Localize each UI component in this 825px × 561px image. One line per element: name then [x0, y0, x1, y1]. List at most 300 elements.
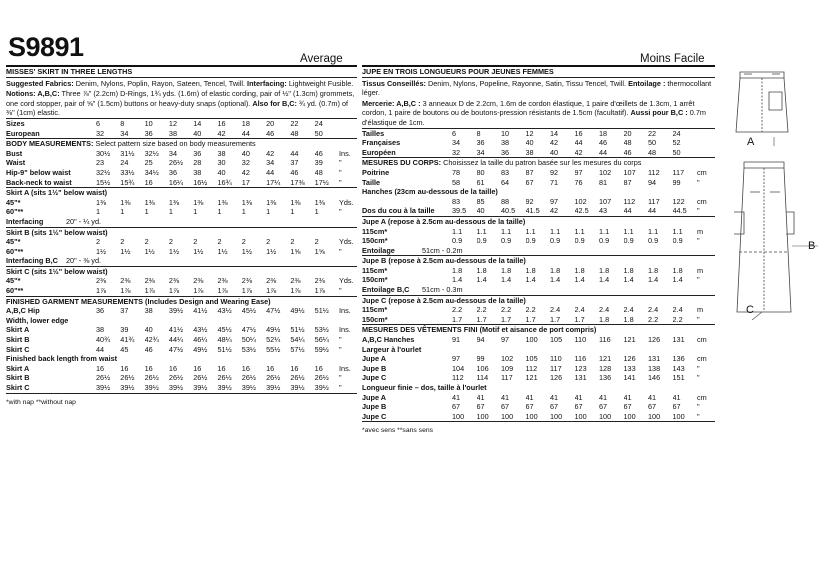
cell-value: 1½ [168, 246, 180, 256]
cell-unit: " [697, 177, 700, 187]
cell-value: 44 [266, 167, 275, 177]
cell-value: 39 [120, 325, 129, 335]
table-row [6, 168, 357, 178]
cell-value: 10 [144, 118, 153, 128]
cell-value: 107 [623, 167, 636, 177]
cell-value: 136 [599, 373, 612, 383]
cell-value: 53½ [314, 325, 329, 335]
cell-unit: " [697, 314, 700, 324]
cell-value: 1⅞ [314, 286, 325, 296]
label-c: C [746, 304, 754, 316]
cell-value: 1⅜ [217, 197, 228, 207]
cell-value: 1.1 [525, 226, 536, 236]
cell-value: 41 [501, 392, 510, 402]
back-table-fr [362, 393, 715, 422]
body-title-en: BODY MEASUREMENTS: Select pattern size based on body measurements [6, 139, 256, 149]
cell-unit: " [339, 158, 342, 168]
cell-value: 2⅜ [168, 276, 180, 286]
cell-value: 116 [574, 354, 587, 364]
cell-value: 1⅜ [290, 197, 301, 207]
cell-unit: cm [697, 335, 707, 345]
cell-unit: m [697, 226, 704, 236]
skirt-a-table-en [6, 198, 357, 217]
cell-value: 39½ [168, 383, 184, 392]
cell-value: 48 [623, 138, 632, 148]
row-label: Européen [362, 147, 396, 157]
cell-unit [697, 129, 715, 139]
row-label: Jupe C [362, 373, 387, 383]
cell-value: 40 [476, 206, 485, 216]
cell-value: 1 [144, 207, 149, 217]
cell-value: 16 [120, 363, 129, 373]
cell-value: 67 [623, 402, 632, 412]
cell-value: 38 [525, 147, 534, 157]
cell-value: 102 [501, 354, 514, 364]
cell-value: 16 [193, 363, 202, 373]
cell-value: 109 [501, 363, 514, 373]
table-row [362, 354, 715, 364]
cell-value: 42 [574, 147, 583, 157]
cell-value: 40 [217, 167, 226, 177]
cell-value: 34 [266, 158, 275, 168]
cell-value: 1⅜ [144, 197, 155, 207]
notions-en: Notions: A,B,C: Three ⅞" (2.2cm) D-Rings, 1¾ yds. (1.6m) of elastic cording, pair of ½" (1.3cm) grommets, one cord stopper, pair of ⅝" (1.5cm) buttons or heavy-duty snaps (optional). Also for B,C: ¾ yd. (0.7m) of ⅜" (1cm) elastic. [6, 89, 355, 118]
cell-value: 112 [623, 196, 636, 206]
cell-value: 121 [623, 335, 636, 345]
cell-value: 92 [550, 167, 559, 177]
cell-value: 126 [648, 335, 661, 345]
cell-value: 36 [144, 128, 153, 138]
cell-value: 54¼ [290, 335, 305, 345]
skirt-c-table-en [6, 276, 357, 295]
row-label: Jupe B [362, 402, 387, 412]
cell-value: 34 [452, 138, 461, 148]
interfacing-a-en [6, 217, 357, 227]
cell-value: 91 [452, 335, 461, 345]
cell-value: 1⅞ [290, 286, 301, 296]
cell-value: 22 [290, 118, 299, 128]
table-row [6, 119, 357, 129]
difficulty-en: Average [300, 53, 343, 65]
cell-value: 1.4 [648, 275, 659, 285]
cell-value: 49½ [290, 306, 305, 316]
cell-value: 2⅜ [241, 276, 252, 286]
cell-value: 2.4 [672, 305, 683, 315]
table-row [6, 325, 357, 335]
cell-value: 78 [452, 167, 461, 177]
cell-value: 126 [623, 354, 636, 364]
cell-value: 2⅜ [96, 276, 107, 286]
cell-value: 30 [217, 158, 226, 168]
cell-unit: " [339, 286, 342, 296]
cell-value: 1⅞ [144, 286, 155, 296]
fabrics-fr: Tissus Conseillés: Denim, Nylons, Popeline, Rayonne, Satin, Tissu Tencel, Twill. Entoilage : thermocollant léger. [362, 78, 712, 98]
cell-value: 1.4 [501, 275, 512, 285]
cell-value: 1.7 [501, 314, 512, 324]
cell-value: 1⅜ [193, 197, 204, 207]
cell-value: 1⅝ [314, 246, 325, 256]
cell-value: 50 [314, 128, 323, 138]
cell-value: 34 [168, 148, 178, 158]
cell-unit: m [697, 305, 704, 315]
row-label: Tailles [362, 128, 385, 138]
cell-value: 141 [623, 373, 636, 383]
table-row [362, 178, 715, 188]
cell-value: 26½ [96, 373, 111, 383]
cell-value: 34 [120, 128, 129, 138]
cell-value: 38 [96, 325, 105, 335]
row-label: Taille [362, 177, 381, 187]
cell-value: 1.4 [452, 275, 463, 285]
cell-value: 1.8 [452, 265, 463, 275]
table-row [6, 178, 357, 188]
cell-value: 1 [290, 207, 295, 217]
cell-unit: cm [697, 167, 707, 177]
width-title-fr: Largeur à l'ourlet [362, 344, 422, 354]
cell-value: 44 [623, 206, 632, 216]
cell-value: 39½ [193, 383, 208, 392]
cell-value: 138 [648, 363, 661, 373]
row-label: Skirt C [6, 383, 30, 392]
jupe-a-table-fr [362, 227, 715, 246]
cell-value: 67 [672, 402, 681, 412]
cell-value: 2⅜ [120, 276, 131, 286]
row-label: 150cm* [362, 236, 388, 246]
cell-value: 1⅞ [241, 286, 252, 296]
table-row [362, 285, 715, 295]
cell-value: 44 [648, 206, 657, 216]
cell-value: 26½ [290, 373, 305, 383]
cell-value: 1.8 [672, 265, 683, 275]
table-row [362, 364, 715, 374]
cell-value: 71 [550, 177, 559, 187]
cell-value: 1.8 [623, 314, 634, 324]
cell-value: 41.5 [525, 206, 540, 216]
cell-value: 1 [314, 207, 319, 217]
cell-value: 14 [193, 118, 202, 128]
cell-value: 47½ [266, 306, 281, 316]
cell-value: 25 [144, 158, 153, 168]
cell-value: 45½ [241, 306, 256, 316]
cell-value: 38 [193, 167, 202, 177]
cell-value: 31½ [120, 148, 135, 158]
cell-value: 26½ [193, 373, 208, 383]
cell-value: 24 [314, 118, 323, 128]
row-label: Waist [6, 158, 26, 168]
cell-value: 67 [476, 402, 485, 412]
title-fr: JUPE EN TROIS LONGUEURS POUR JEUNES FEMMES [362, 67, 554, 76]
cell-unit: Yds. [339, 276, 354, 286]
cell-unit: " [339, 383, 342, 392]
row-label: Poitrine [362, 167, 390, 177]
jupe-b-table-fr [362, 266, 715, 285]
cell-value: 1.8 [599, 265, 610, 275]
table-row [6, 237, 357, 247]
cell-value: 28 [193, 158, 202, 168]
cell-value: 94 [648, 177, 657, 187]
cell-value: 39½ [168, 306, 184, 316]
row-label: Skirt A [6, 325, 30, 335]
cell-value: 20" - ⅜ yd. [66, 256, 102, 266]
row-label: Jupe B [362, 363, 387, 373]
cell-value: 1⅞ [266, 286, 277, 296]
cell-value: 23 [96, 158, 105, 168]
cell-value: 47½ [168, 344, 184, 354]
cell-value: 51cm - 0.2m [422, 245, 463, 255]
cell-value: 44.5 [672, 206, 687, 216]
cell-value: 40¾ [96, 335, 111, 345]
cell-value: 100 [452, 411, 465, 421]
cell-value: 106 [476, 363, 489, 373]
cell-value: 100 [550, 411, 563, 421]
cell-value: 41 [672, 392, 681, 402]
finished-title-en: FINISHED GARMENT MEASUREMENTS (Includes Design and Wearing Ease) [6, 296, 271, 306]
cell-value: 100 [525, 335, 538, 345]
cell-value: 41½ [168, 325, 184, 335]
cell-value: 8 [120, 118, 125, 128]
cell-value: 20 [623, 128, 632, 138]
cell-value: 64 [501, 177, 510, 187]
row-label: European [6, 128, 40, 138]
cell-value: 1.8 [525, 265, 536, 275]
cell-unit: " [697, 402, 700, 412]
cell-value: 32 [241, 158, 250, 168]
cell-value: 114 [476, 373, 489, 383]
cell-value: 131 [648, 354, 661, 364]
cell-value: 41 [623, 392, 632, 402]
cell-value: 1.4 [672, 275, 683, 285]
jupe-c-table-fr [362, 305, 715, 324]
row-label: Interfacing [6, 216, 44, 226]
cell-value: 32 [96, 128, 105, 138]
table-row [6, 256, 357, 266]
table-row [362, 305, 715, 315]
cell-value: 122 [672, 196, 685, 206]
cell-value: 1.8 [648, 265, 659, 275]
cell-value: 1.7 [550, 314, 561, 324]
cell-value: 49½ [266, 325, 281, 335]
row-label: Jupe A [362, 354, 387, 364]
row-label: 115cm* [362, 265, 388, 275]
cell-value: 1 [120, 207, 125, 217]
cell-value: 16 [266, 363, 275, 373]
table-row [362, 246, 715, 256]
cell-value: 24 [120, 158, 129, 168]
cell-value: 53½ [241, 344, 256, 354]
cell-value: 32 [452, 147, 461, 157]
cell-unit: " [339, 207, 342, 217]
cell-value: 1 [266, 207, 271, 217]
cell-value: 94 [476, 335, 485, 345]
cell-value: 1 [96, 207, 101, 217]
cell-value: 2.2 [525, 305, 536, 315]
english-column [6, 65, 357, 407]
sizes-table-fr [362, 129, 715, 158]
cell-value: 48¼ [217, 335, 232, 345]
cell-value: 1.1 [452, 226, 463, 236]
cell-value: 20" - ¼ yd. [66, 216, 102, 226]
row-label: A,B,C Hanches [362, 335, 415, 345]
cell-value: 40 [193, 128, 202, 138]
cell-value: 2.4 [648, 305, 659, 315]
cell-value: 22 [648, 128, 657, 138]
cell-value: 16 [144, 177, 153, 187]
cell-unit [697, 148, 715, 158]
table-row [362, 412, 715, 422]
cell-value: 112 [648, 167, 660, 177]
table-row [362, 227, 715, 237]
cell-value: 67 [525, 402, 534, 412]
cell-value: 41 [452, 392, 461, 402]
cell-value: 121 [599, 354, 612, 364]
cell-value: 41 [648, 392, 657, 402]
cell-value: 1.1 [476, 226, 487, 236]
cell-value: 52¼ [266, 335, 281, 345]
cell-value: 131 [672, 335, 685, 345]
hanches-title-fr: Hanches (23cm au-dessous de la taille) [362, 187, 498, 197]
table-row [6, 198, 357, 208]
cell-value: 131 [574, 373, 587, 383]
row-label: 60"** [6, 286, 24, 296]
cell-value: 39½ [120, 383, 135, 392]
entoilage-a-fr [362, 246, 715, 256]
cell-value: 105 [525, 354, 538, 364]
cell-value: 16 [217, 118, 226, 128]
cell-value: 17⅜ [290, 177, 305, 187]
title-en: MISSES' SKIRT IN THREE LENGTHS [6, 67, 133, 76]
width-table-en [6, 325, 357, 354]
finished-hip-fr [362, 335, 715, 345]
body-table-en [6, 149, 357, 187]
cell-value: 0.9 [599, 236, 610, 246]
sizes-table-en [6, 119, 357, 138]
cell-value: 83 [501, 167, 510, 177]
cell-value: 0.9 [501, 236, 512, 246]
cell-value: 40 [550, 147, 559, 157]
notions-fr: Mercerie: A,B,C : 3 anneaux D de 2.2cm, 1.6m de cordon élastique, 1 paire d'œillets de 1.3cm, 1 arrêt cordon, 1 paire de boutons ou de boutons-pression résistants de 1.5cm (facultatif). Aussi pour B,C : 0.7m d'élastique de 1cm. [362, 98, 706, 127]
cell-unit [339, 129, 357, 139]
table-row [362, 197, 715, 207]
skirt-a-drawing [736, 72, 788, 132]
cell-value: 2.2 [476, 305, 487, 315]
cell-value: 17 [241, 177, 250, 187]
table-row [362, 393, 715, 403]
row-label: 115cm* [362, 305, 388, 315]
cell-value: 1⅜ [241, 197, 252, 207]
cell-value: 1½ [241, 246, 252, 256]
cell-value: 51cm - 0.3m [422, 285, 463, 295]
cell-value: 41 [574, 392, 583, 402]
cell-value: 46 [290, 167, 299, 177]
cell-value: 42¾ [144, 335, 159, 345]
cell-value: 1½ [96, 246, 107, 256]
cell-value: 16 [144, 363, 153, 373]
cell-value: 46 [599, 138, 608, 148]
cell-value: 18 [241, 118, 250, 128]
cell-value: 44 [96, 344, 105, 354]
cell-value: 76 [574, 177, 583, 187]
table-row [362, 236, 715, 246]
cell-value: 0.9 [648, 236, 659, 246]
cell-value: 67 [501, 402, 510, 412]
cell-value: 1.8 [476, 265, 487, 275]
cell-value: 26½ [217, 373, 232, 383]
cell-unit: Ins. [339, 325, 351, 335]
cell-value: 99 [672, 177, 681, 187]
cell-value: 1.4 [476, 275, 487, 285]
cell-value: 44¼ [168, 335, 184, 345]
cell-value: 26½ [266, 373, 281, 383]
table-row [362, 148, 715, 158]
table-row [6, 129, 357, 139]
row-label: Hip-9" below waist [6, 167, 71, 177]
cell-value: 51½ [314, 306, 329, 316]
cell-value: 48 [290, 128, 299, 138]
cell-value: 39 [314, 158, 323, 168]
cell-value: 43½ [193, 325, 208, 335]
row-label: 150cm* [362, 275, 388, 285]
cell-value: 17¼ [266, 177, 281, 187]
cell-value: 2⅜ [266, 276, 277, 286]
row-label: A,B,C Hip [6, 306, 40, 316]
cell-value: 39½ [96, 383, 111, 392]
cell-value: 1.4 [599, 275, 610, 285]
cell-value: 121 [525, 373, 538, 383]
cell-value: 0.9 [550, 236, 561, 246]
cell-value: 1⅞ [193, 286, 204, 296]
cell-value: 110 [574, 335, 587, 345]
cell-unit [697, 138, 715, 148]
row-label: 60"** [6, 246, 24, 256]
cell-value: 117 [501, 373, 513, 383]
cell-unit: " [697, 363, 700, 373]
cell-value: 1 [168, 207, 173, 217]
cell-value: 52 [672, 138, 681, 148]
cell-value: 2⅜ [144, 276, 155, 286]
cell-value: 39.5 [452, 206, 467, 216]
table-row [6, 345, 357, 355]
table-row [6, 383, 357, 393]
cell-unit: " [339, 246, 342, 256]
table-row [6, 149, 357, 159]
cell-value: 1⅜ [266, 197, 277, 207]
cell-value: 67 [525, 177, 534, 187]
cell-value: 1.1 [501, 226, 512, 236]
cell-value: 26½ [168, 158, 184, 168]
cell-value: 55½ [266, 344, 281, 354]
cell-value: 117 [648, 196, 660, 206]
cell-value: 1.8 [550, 265, 561, 275]
row-label: Interfacing B,C [6, 256, 58, 266]
cell-value: 46 [144, 344, 153, 354]
cell-value: 42 [217, 128, 226, 138]
cell-value: 36 [96, 306, 105, 316]
cell-value: 16 [168, 363, 178, 373]
cell-value: 46 [266, 128, 275, 138]
cell-value: 46¼ [193, 335, 208, 345]
cell-value: 61 [476, 177, 485, 187]
body-table-fr [362, 168, 715, 187]
cell-value: 15½ [96, 177, 111, 187]
cell-value: 36 [168, 167, 178, 177]
row-label: Dos du cou à la taille [362, 206, 435, 216]
cell-value: 2 [266, 237, 271, 247]
cell-value: 67 [550, 402, 559, 412]
cell-value: 40 [525, 138, 534, 148]
cell-value: 2.2 [501, 305, 512, 315]
cell-value: 67 [648, 402, 657, 412]
jupe-b-title-fr: Jupe B (repose à 2.5cm au-dessous de la taille) [362, 256, 526, 266]
